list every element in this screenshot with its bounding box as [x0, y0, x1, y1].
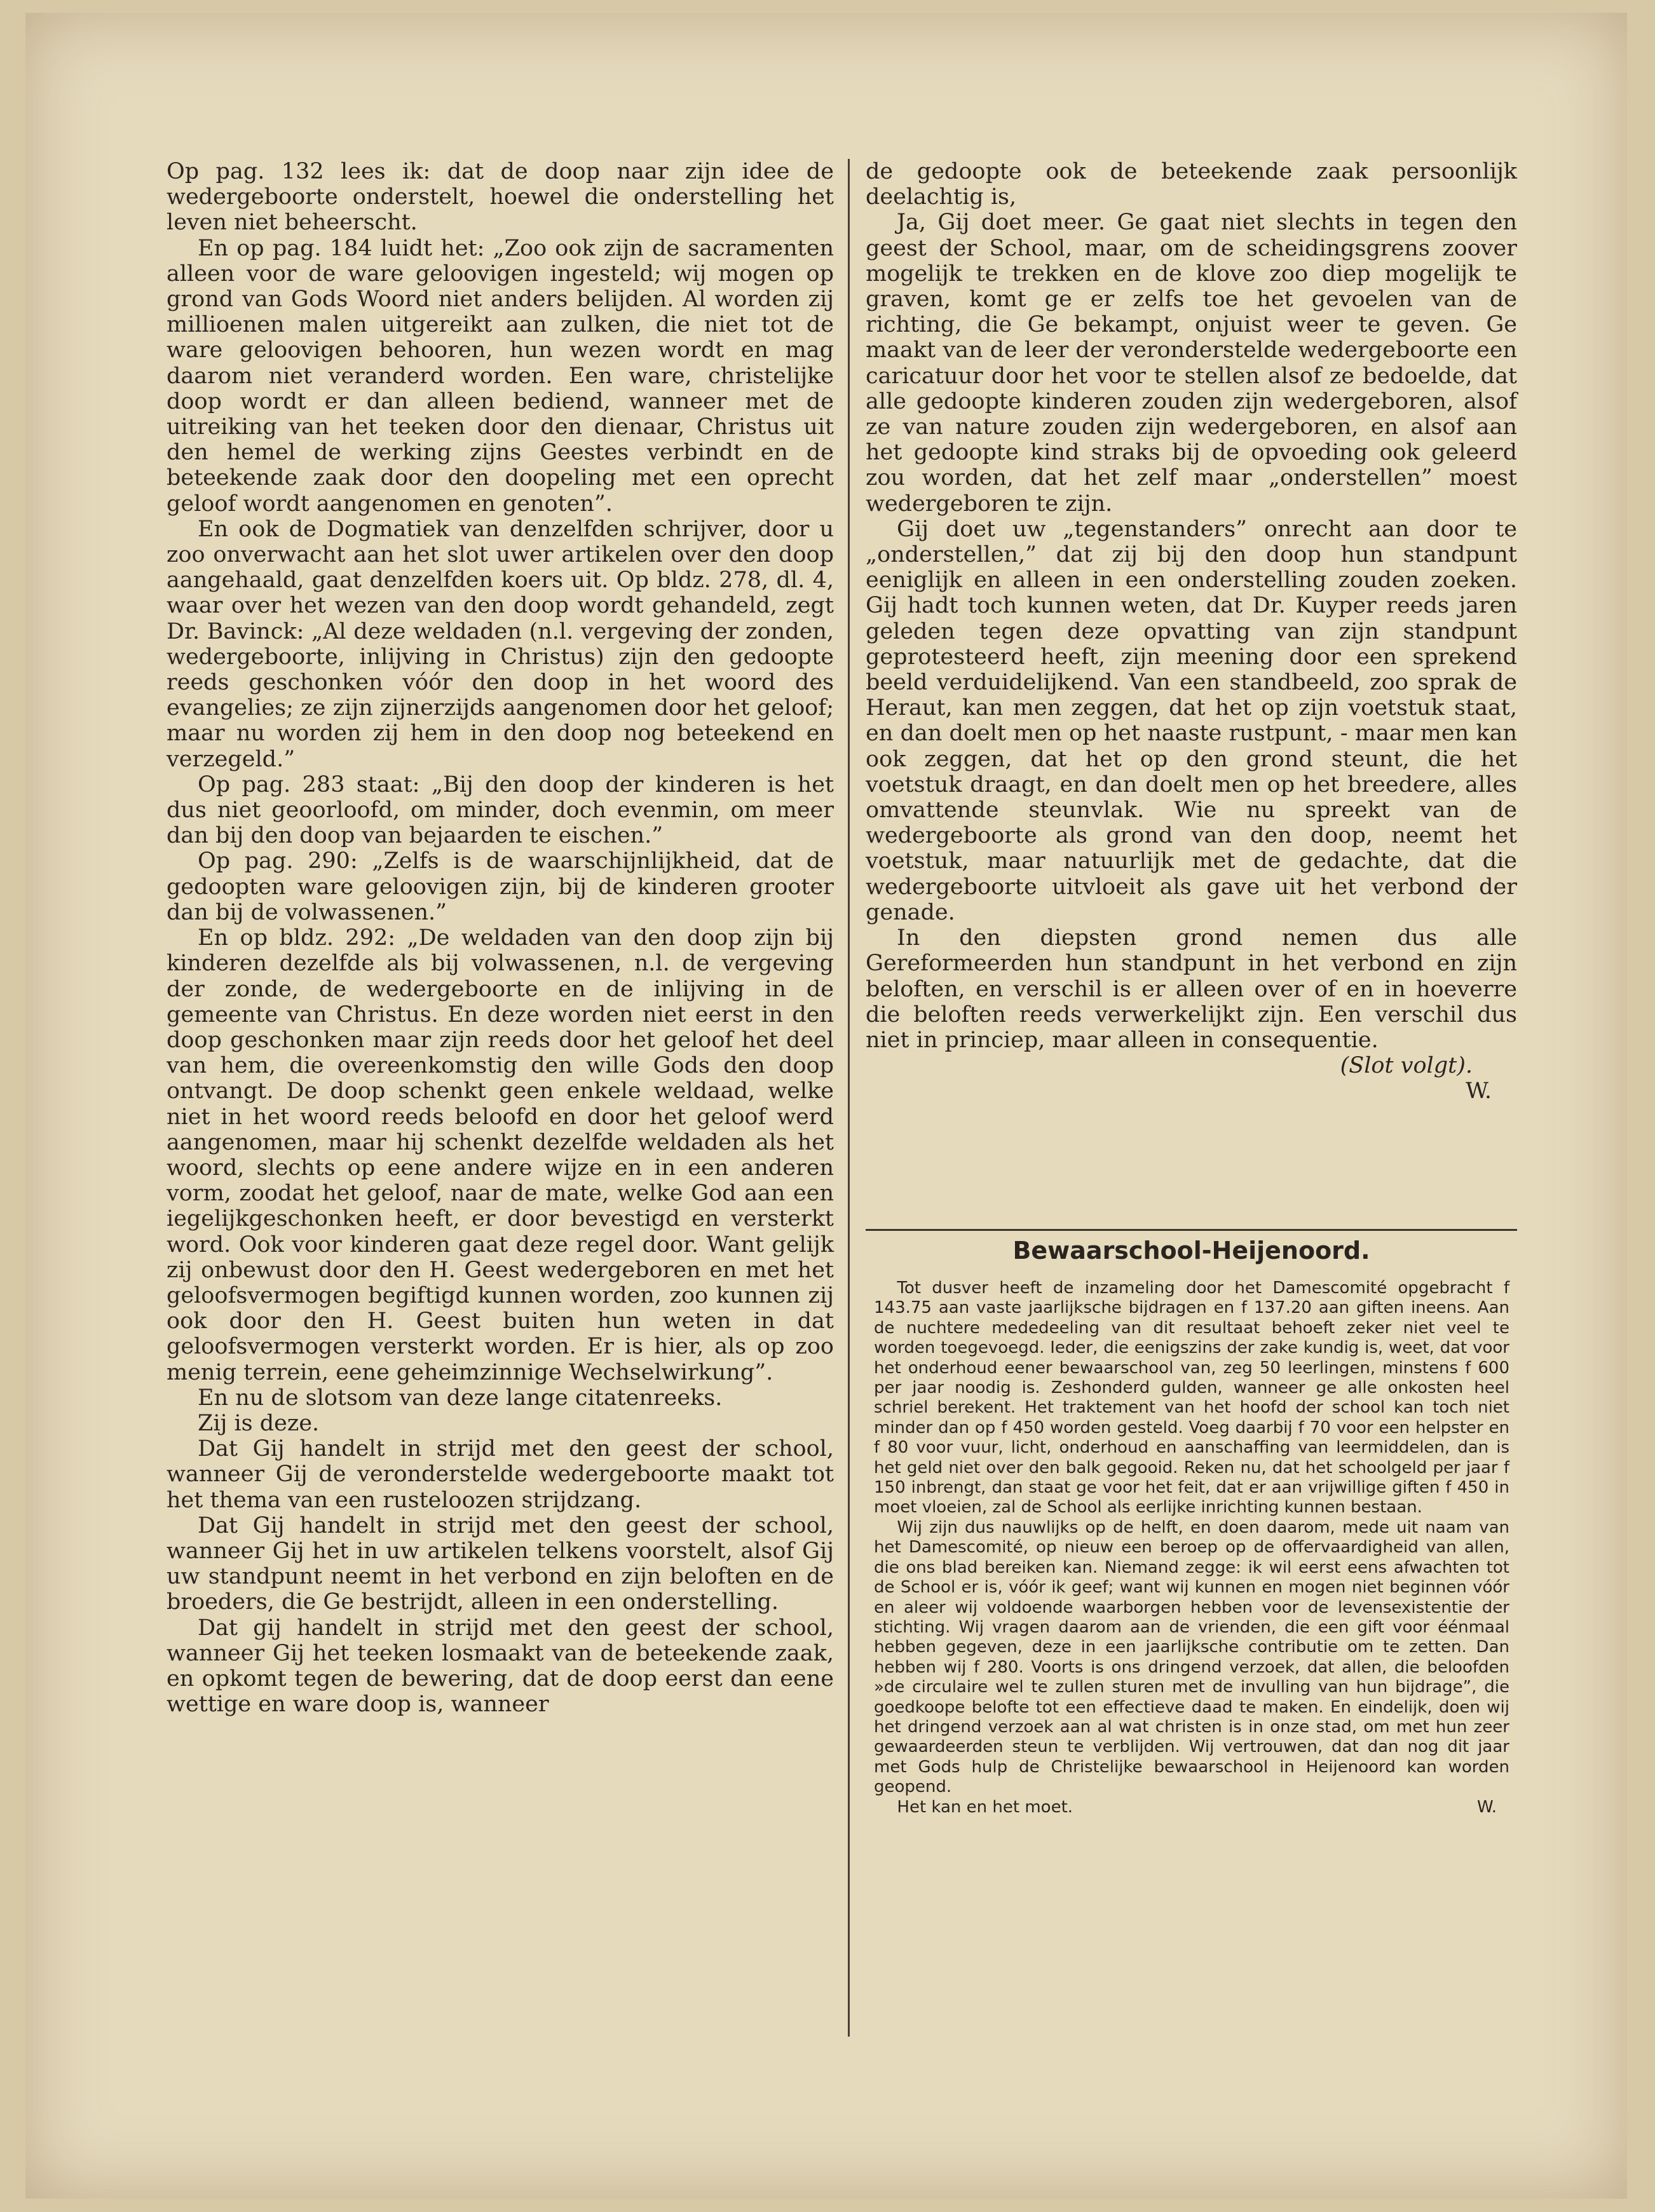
paragraph: En nu de slotsom van deze lange citatenreeks. [198, 1385, 723, 1411]
left-column [167, 159, 834, 1717]
paragraph: En ook de Dogmatiek van denzelfden schrijver, door u zoo onverwacht aan het slot uwer artikelen over den doop aangehaald, gaat denzelfden koers uit. Op bldz. 278, dl. 4, waar over het wezen van den doop wordt gehandeld, zegt Dr. Bavinck: „Al deze weldaden (n.l. vergeving der zonden, wedergeboorte, inlijving in Christus) zijn den gedoopte reeds geschonken vóór den doop in het woord des evangelies; ze zijn zijnerzijds aangenomen door het geloof; maar nu worden zij hem in den doop nog beteekend en verzegeld.” [167, 516, 834, 772]
section-divider [866, 1229, 1517, 1231]
paragraph: de gedoopte ook de beteekende zaak persoonlijk deelachtig is, [866, 159, 1517, 210]
paragraph: Ja, Gij doet meer. Ge gaat niet slechts in tegen den geest der School, maar, om de scheidingsgrens zoover mogelijk te trekken en de klove zoo diep mogelijk te graven, komt ge er zelfs toe het gevoelen van de richting, die Ge bekampt, onjuist weer te geven. Ge maakt van de leer der veronderstelde wedergeboorte een caricatuur door het voor te stellen alsof ze bedoelde, dat alle gedoopte kinderen zouden zijn wedergeboren, alsof ze van nature zouden zijn wedergeboren, en alsof aan het gedoopte kind straks bij de opvoeding ook geleerd zou worden, dat het zelf maar „onderstellen” moest wedergeboren te zijn. [866, 210, 1517, 517]
paragraph: Gij doet uw „tegenstanders” onrecht aan door te „onderstellen,” dat zij bij den doop hun standpunt eeniglijk en alleen in een onderstelling zouden zoeken. Gij hadt toch kunnen weten, dat Dr. Kuyper reeds jaren geleden tegen deze opvatting van zijn standpunt geprotesteerd heeft, zijn meening door een sprekend beeld verduidelijkend. Van een standbeeld, zoo sprak de Heraut, kan men zeggen, dat het op zijn voetstuk staat, en dan doelt men op het naaste rustpunt, - maar men kan ook zeggen, dat het op den grond steunt, die het voetstuk draagt, en dan doelt men op het breedere, alles omvattende steunvlak. Wie nu spreekt van de wedergeboorte als grond van den doop, neemt het voetstuk, maar natuurlijk met de gedachte, dat die wedergeboorte uitvloeit als gave uit het verbond der genade. [866, 516, 1517, 925]
paragraph: Dat Gij handelt in strijd met den geest der school, wanneer Gij de veronderstelde wedergeboorte maakt tot het thema van een rusteloozen strijdzang. [167, 1436, 834, 1513]
closing-line [874, 1798, 1509, 1817]
closing-text: Het kan en het moet. [897, 1797, 1073, 1817]
column-divider [848, 159, 850, 2037]
signature: W. [1477, 1797, 1497, 1817]
paragraph: Op pag. 290: „Zelfs is de waarschijnlijkheid, dat de gedoopten ware geloovigen zijn, bij de kinderen grooter dan bij de volwassenen.” [167, 848, 834, 925]
paragraph: Op pag. 132 lees ik: dat de doop naar zijn idee de wedergeboorte onderstelt, hoewel die onderstelling het leven niet beheerscht. [167, 159, 834, 236]
paragraph: Tot dusver heeft de inzameling door het Damescomité opgebracht f 143.75 aan vaste jaarlijksche bijdragen en f 137.20 aan giften ineens. Aan de nuchtere mededeeling van dit resultaat behoeft zeker niet veel te worden toegevoegd. Ieder, die eenigszins der zake kundig is, weet, dat voor het onderhoud eener bewaarschool van, zeg 50 leerlingen, minstens f 600 per jaar noodig is. Zeshonderd gulden, wanneer ge alle onkosten heel schriel berekent. Het traktement van het hoofd der school kan toch niet minder dan op f 450 worden gesteld. Voeg daarbij f 70 voor een helpster en f 80 voor vuur, licht, onderhoud en aanschaffing van leermiddelen, dan is het geld niet over den balk gegooid. Reken nu, dat het schoolgeld per jaar f 150 inbrengt, dan staat ge voor het feit, dat er aan vrijwillige giften f 450 in moet vloeien, zal de School als eerlijke inrichting kunnen bestaan. [874, 1279, 1509, 1517]
to-be-continued: (Slot volgt). [1340, 1053, 1473, 1079]
paragraph: Wij zijn dus nauwlijks op de helft, en doen daarom, mede uit naam van het Damescomité, op nieuw een beroep op de offervaardigheid van allen, die ons blad bereiken kan. Niemand zegge: ik wil eerst eens afwachten tot de School er is, vóór ik geef; want wij kunnen en mogen niet beginnen vóór en aleer wij voldoende waarborgen hebben voor de levensexistentie der stichting. Wij vragen daarom aan de vrienden, die een gift voor éénmaal hebben gegeven, deze in een jaarlijksche contributie om te zetten. Dan hebben wij f 280. Voorts is ons dringend verzoek, dat allen, die beloofden »de circulaire wel te zullen sturen met de invulling van hun bijdrage”, die goedkoope belofte tot een effectieve daad te maken. En eindelijk, doen wij het dringend verzoek aan al wat christen is in onze stad, om met hun zeer gewaardeerden steun te verblijden. Wij vertrouwen, dat dan nog dit jaar met Gods hulp de Christelijke bewaarschool in Heijenoord kan worden geopend. [874, 1517, 1509, 1797]
paragraph: Zij is deze. [198, 1410, 320, 1436]
paragraph: En op bldz. 292: „De weldaden van den doop zijn bij kinderen dezelfde als bij volwassenen, n.l. de vergeving der zonde, de wedergeboorte en de inlijving in de gemeente van Christus. En deze worden niet eerst in den doop geschonken maar zijn reeds door het geloof het deel van hem, die overeenkomstig den wille Gods den doop ontvangt. De doop schenkt geen enkele weldaad, welke niet in het woord reeds beloofd en door het geloof werd aangenomen, maar hij schenkt dezelfde weldaden als het woord, slechts op eene andere wijze en in een anderen vorm, zoodat het geloof, naar de mate, welke God aan een iegelijkgeschonken heeft, er door bevestigd en versterkt word. Ook voor kinderen gaat deze regel door. Want gelijk zij onbewust door den H. Geest wedergeboren en met het geloofsvermogen begiftigd kunnen worden, zoo kunnen zij ook door den H. Geest buiten hun weten in dat geloofsvermogen versterkt worden. Er is hier, als op zoo menig terrein, eene geheimzinnige Wechselwirkung”. [167, 925, 834, 1385]
section-title: Bewaarschool-Heijenoord. [1012, 1237, 1370, 1265]
right-column [866, 159, 1517, 1104]
paragraph: In den diepsten grond nemen dus alle Gereformeerden hun standpunt in het verbond en zijn beloften, en verschil is er alleen over of en in hoeverre die beloften reeds verwerkelijkt zijn. Een verschil dus niet in princiep, maar alleen in consequentie. [866, 925, 1517, 1053]
paragraph: Dat Gij handelt in strijd met den geest der school, wanneer Gij het in uw artikelen telkens voorstelt, alsof Gij uw standpunt neemt in het verbond en zijn beloften en de broeders, die Ge bestrijdt, alleen in een onderstelling. [167, 1512, 834, 1615]
bewaarschool-article [874, 1279, 1509, 1817]
paragraph: Dat gij handelt in strijd met den geest der school, wanneer Gij het teeken losmaakt van de beteekende zaak, en opkomt tegen de bewering, dat de doop eerst dan eene wettige en ware doop is, wanneer [167, 1615, 834, 1718]
paragraph: Op pag. 283 staat: „Bij den doop der kinderen is het dus niet geoorloofd, om minder, doch evenmin, om meer dan bij den doop van bejaarden te eischen.” [167, 771, 834, 849]
signature: W. [1466, 1078, 1492, 1104]
paragraph: En op pag. 184 luidt het: „Zoo ook zijn de sacramenten alleen voor de ware geloovigen ingesteld; wij mogen op grond van Gods Woord niet anders belijden. Al worden zij millioenen malen uitgereikt aan zulken, die niet tot de ware geloovigen behooren, hun wezen wordt en mag daarom niet veranderd worden. Een ware, christelijke doop wordt er dan alleen bediend, wanneer met de uitreiking van het teeken door den dienaar, Christus uit den hemel de werking zijns Geestes verbindt en de beteekende zaak door den doopeling met een oprecht geloof wordt aangenomen en genoten”. [167, 235, 834, 517]
